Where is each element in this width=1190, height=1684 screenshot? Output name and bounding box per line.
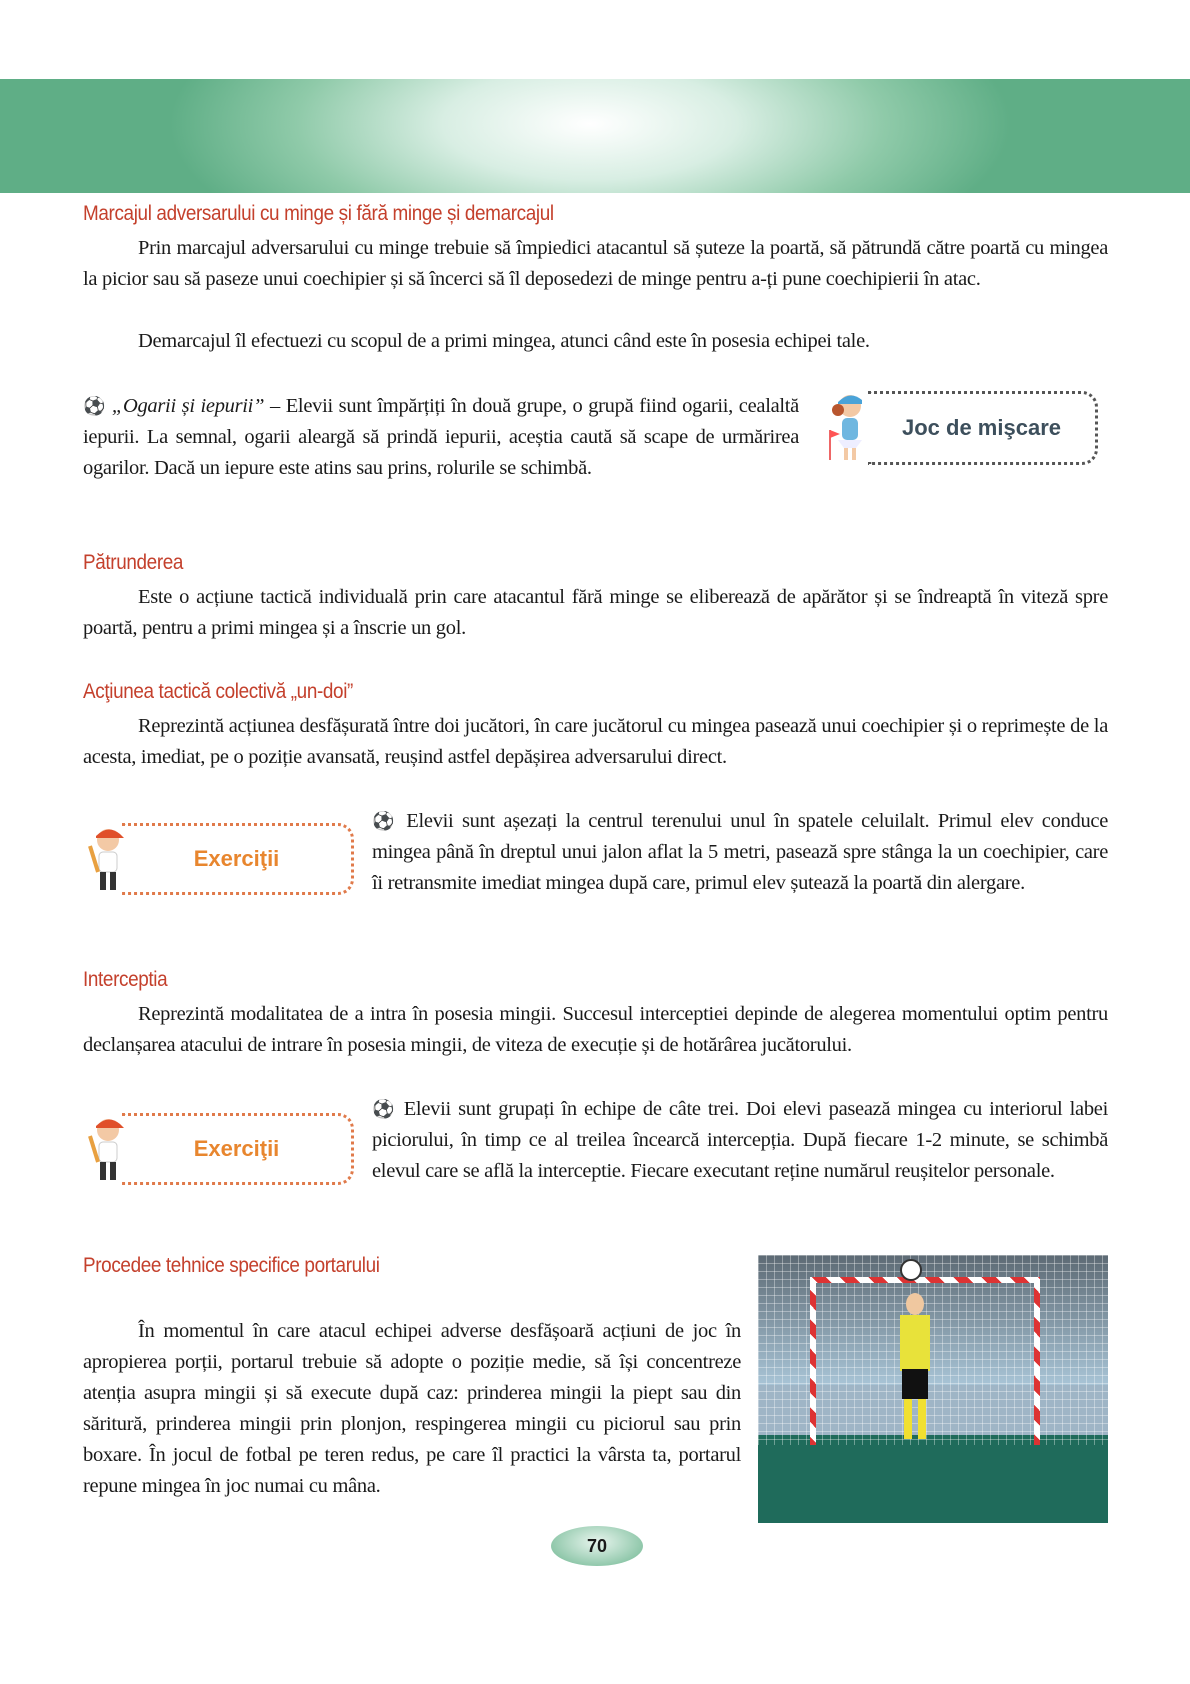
paragraph-demarcaj: Demarcajul îl efectuezi cu scopul de a primi mingea, atunci când este în posesia echipei tale. xyxy=(138,330,870,352)
heading-portar: Procedee tehnice specifice portarului xyxy=(83,1254,380,1277)
heading-patrunderea: Pătrunderea xyxy=(83,551,184,574)
page-number: 70 xyxy=(551,1526,643,1566)
heading-marcaj: Marcajul adversarului cu minge și fără minge și demarcajul xyxy=(83,202,554,225)
soccer-ball-icon: ⚽ xyxy=(372,811,398,832)
game-name: „Ogarii și iepurii” xyxy=(111,395,265,417)
header-banner xyxy=(0,79,1190,193)
exercise-1-paragraph xyxy=(372,806,1108,899)
exercise-1-text: Elevii sunt așezați la centrul terenului unul în spatele celuilalt. Primul elev conduce mingea până în dreptul unui jalon aflat la 5 metri, pasează spre stânga la un coechipier, care îi retransmite imediat mingea după care, primul elev șutează la poartă din alergare. xyxy=(372,810,1108,894)
joc-de-miscare-badge: Joc de mişcare xyxy=(868,391,1098,465)
exercitii-badge: Exerciţii xyxy=(122,823,354,895)
paragraph-marcaj: Prin marcajul adversarului cu minge trebuie să împiedici atacantul să șuteze la poartă, să pătrundă către poartă cu mingea la picior sau să paseze unui coechipier și să încerci să îl deposedezi de minge pentru a-ți pune coechipierii în atac. xyxy=(83,237,1108,290)
paragraph-portar: În momentul în care atacul echipei adverse desfășoară acțiuni de joc în apropierea porții, portarul trebuie să adopte o poziție medie, să își concentreze atenția asupra mingii și să execute după caz: prinderea mingii la piept sau din săritură, prinderea mingii prin plonjon, respingerea mingii cu piciorul sau prin boxare. În jocul de fotbal pe teren redus, pe care îl practici la vârsta ta, portarul repune mingea în joc numai cu mâna. xyxy=(83,1320,741,1497)
exercise-2-text: Elevii sunt grupați în echipe de câte trei. Doi elevi pasează mingea cu interiorul labei piciorului, în timp ce al treilea încearcă intercepția. După fiecare 1-2 minute, se schimbă elevul care se află la interceptie. Fiecare executant reține numărul reușitelor personale. xyxy=(372,1098,1108,1182)
goalkeeper-photo xyxy=(758,1255,1108,1523)
paragraph-patrunderea: Este o acțiune tactică individuală prin care atacantul fără minge se eliberează de apărător și se îndreaptă în viteză spre poartă, pentru a primi mingea și a înscrie un gol. xyxy=(83,586,1108,639)
soccer-ball-icon: ⚽ xyxy=(372,1099,397,1120)
game-text: – Elevii sunt împărțiți în două grupe, o grupă fiind ogarii, cealaltă iepurii. La semnal, ogarii aleargă să prindă iepurii, aceștia caută să scape de urmărirea ogarilor. Dacă un iepure este atins sau prins, rolurile se schimbă. xyxy=(83,395,799,479)
paragraph-interceptia: Reprezintă modalitatea de a intra în posesia mingii. Succesul interceptiei depinde de alegerea momentului optim pentru declanșarea atacului de intrare în posesia mingii, de viteza de execuție și de hotărârea jucătorului. xyxy=(83,1003,1108,1056)
paragraph-un-doi: Reprezintă acțiunea desfășurată între doi jucători, în care jucătorul cu mingea pasează unui coechipier și o reprimește de la acesta, imediat, pe o poziție avansată, reușind astfel depășirea adversarului direct. xyxy=(83,715,1108,768)
heading-un-doi: Acţiunea tactică colectivă „un-doi” xyxy=(83,680,353,703)
heading-interceptia: Interceptia xyxy=(83,968,168,991)
game-paragraph xyxy=(83,391,799,484)
girl-illustration-icon xyxy=(826,390,872,462)
exercise-2-paragraph xyxy=(372,1094,1108,1187)
exercitii-badge: Exerciţii xyxy=(122,1113,354,1185)
soccer-ball-icon: ⚽ xyxy=(83,396,107,417)
